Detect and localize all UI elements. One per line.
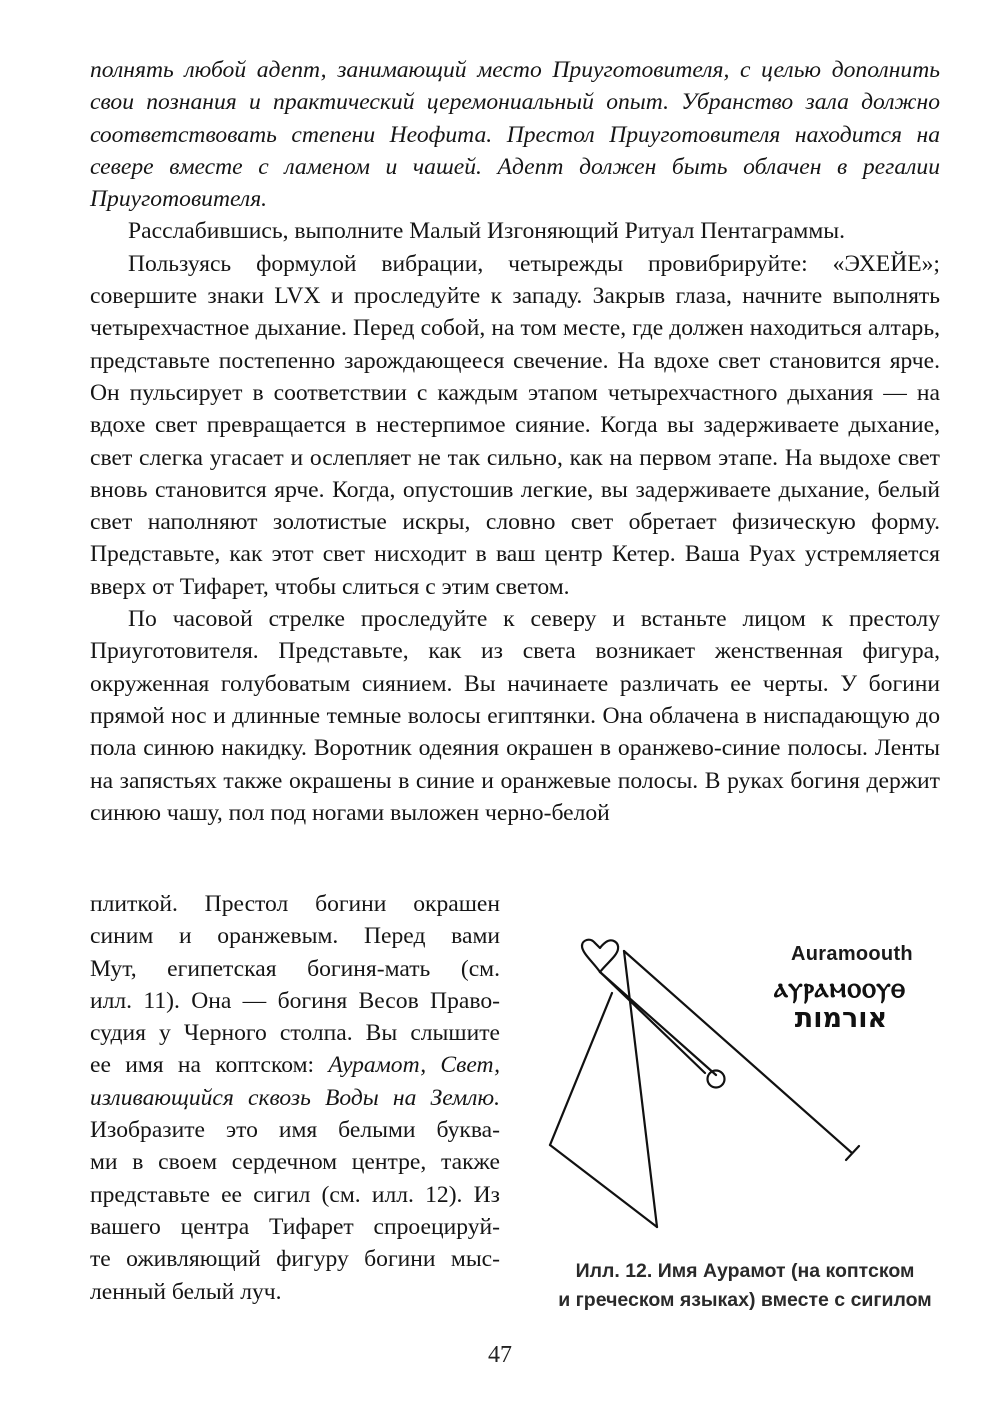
figure-title-hebrew: אורמות xyxy=(794,1003,888,1034)
flow-line-10: представьте ее сигил (см. илл. 12). Из xyxy=(90,1181,500,1208)
figure-caption xyxy=(540,1257,950,1315)
sigil-line-left xyxy=(550,993,612,1145)
illustration-12 xyxy=(540,935,950,1315)
main-text-block xyxy=(90,54,940,829)
italic-name-phrase: Аурамот, Свет, xyxy=(328,1052,501,1079)
paragraph-vibration: Пользуясь формулой вибрации, четырежды провибрируйте: «ЭХЕЙЕ»; совершите знаки LVX и проследуйте к западу. Закрыв глаза, начните выполнять четырехчастное дыхание. Перед собой, на том месте, где должен находиться алтарь, представьте постепенно зарождающееся свечение. На вдохе свет становится ярче. Он пульсирует в соответствии с каждым этапом четырехчастного дыхания — на вдохе свет превращается в нестерпимое сияние. Когда вы задерживаете дыхание, свет слегка угасает и ослепляет не так сильно, как на первом этапе. На выдохе свет вновь становится ярче. Когда, опустошив легкие, вы задерживаете дыхание, белый свет наполняют золотистые искры, словно свет обретает физическую форму. Представьте, как этот свет нисходит в ваш центр Кетер. Ваша Руах устремляется вверх от Тифарет, чтобы слиться с этим светом. xyxy=(90,250,940,600)
flow-line-6-start: ее имя на коптском: xyxy=(90,1052,329,1079)
flow-line-9: ми в своем сердечном центре, также xyxy=(90,1149,500,1176)
figure-title-coptic: ⲁⲩⲣⲁⲙⲟⲟⲩⲑ xyxy=(774,971,906,1004)
flow-line-2: синим и оранжевым. Перед вами xyxy=(90,923,500,950)
wrapped-text-column xyxy=(90,888,500,1308)
flow-line-3: Мут, египетская богиня-мать (см. xyxy=(90,955,500,982)
paragraph-north: По часовой стрелке проследуйте к северу и встаньте лицом к престолу Приуготовителя. Представьте, как из света возникает женственная фигура, окруженная голубоватым сиянием. Вы начинаете различать ее черты. У богини прямой нос и длинные темные волосы египтянки. Она облачена в ниспадающую до пола синюю накидку. Воротник одеяния окрашен в оранжево-синие полосы. Ленты на запястьях также окрашены в синие и оранжевые полосы. В руках богиня держит синюю чашу, пол под ногами выложен черно-белой xyxy=(90,606,940,826)
flow-line-4: илл. 11). Она — богиня Весов Право- xyxy=(90,987,500,1014)
flow-line-11: вашего центра Тифарет спроецируй- xyxy=(90,1213,500,1240)
flow-line-12: те оживляющий фигуру богини мыс- xyxy=(90,1246,500,1273)
flow-line-8: Изобразите это имя белыми буква- xyxy=(90,1117,500,1144)
sigil-line-to-circle xyxy=(600,972,716,1075)
circle-terminal xyxy=(708,1071,725,1088)
sigil-line-right xyxy=(624,951,657,1227)
paragraph-intro: полнять любой адепт, занимающий место Приуготовителя, с целью дополнить свои познания и практический церемониальный опыт. Убранство зала должно соответствовать степени Неофита. Престол Приуготовителя находится на севере вместе с ламеном и чашей. Адепт должен быть облачен в регалии Приуготовителя. xyxy=(90,57,940,213)
heart-terminal xyxy=(582,940,618,972)
caption-line-2: и греческом языках) вместе с сигилом xyxy=(558,1289,932,1311)
sigil-line-bottom xyxy=(550,1145,657,1227)
flow-line-7: изливающийся сквозь Воды на Землю. xyxy=(90,1084,500,1111)
caption-line-1: Илл. 12. Имя Аурамот (на коптском xyxy=(575,1260,915,1282)
paragraph-relax: Расслабившись, выполните Малый Изгоняющий Ритуал Пентаграммы. xyxy=(128,218,846,245)
flow-line-6 xyxy=(90,1049,500,1081)
flow-line-13: ленный белый луч. xyxy=(90,1278,282,1305)
flow-line-1: плиткой. Престол богини окрашен xyxy=(90,891,500,917)
figure-title-latin: Auramoouth xyxy=(791,943,913,965)
page-number: 47 xyxy=(488,1342,512,1368)
flow-line-5: судия у Черного столпа. Вы слышите xyxy=(90,1020,500,1047)
